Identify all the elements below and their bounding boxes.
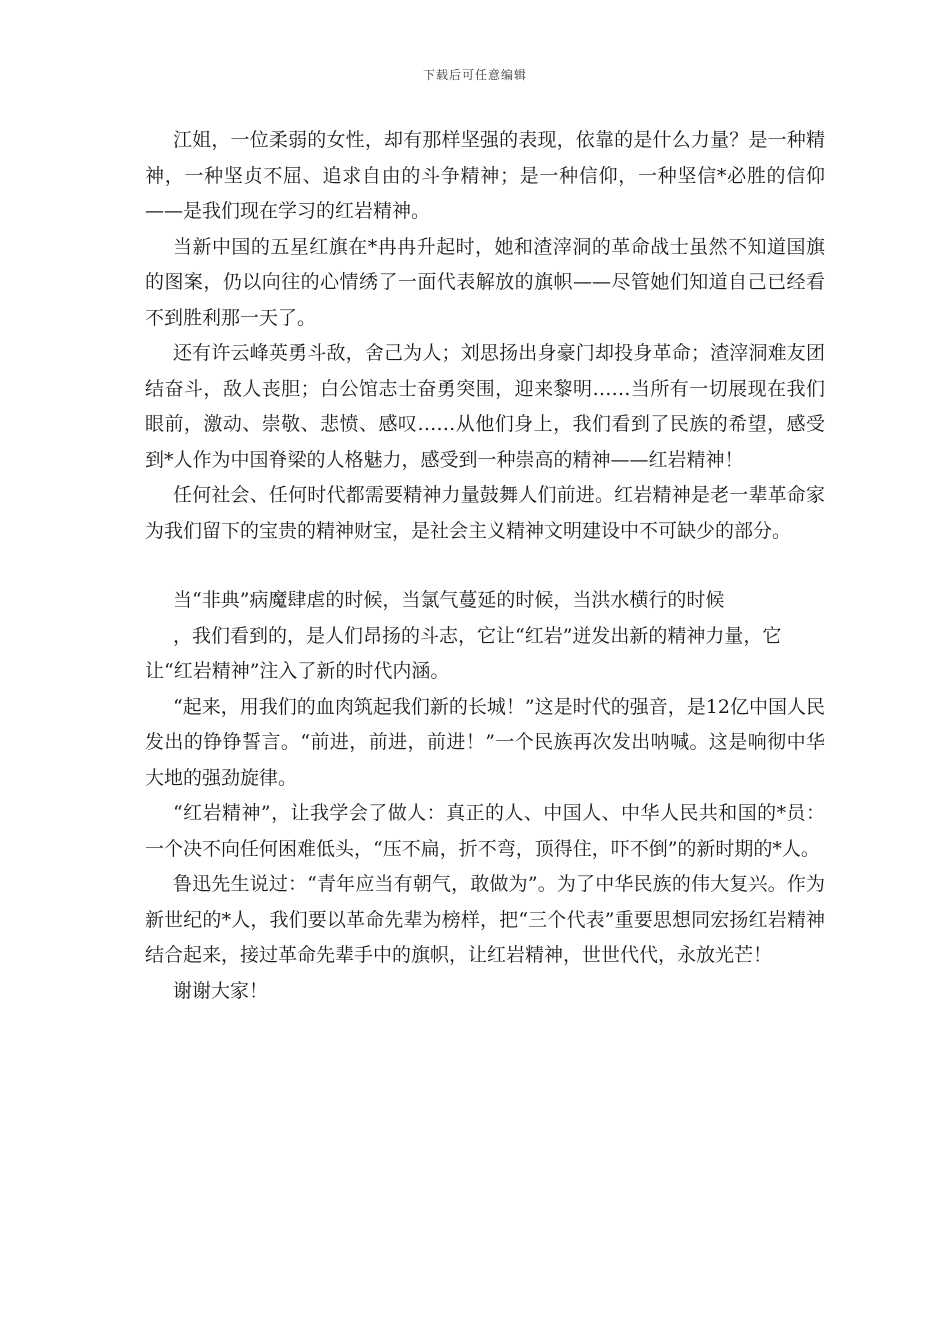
paragraph-jiang-jie: 江姐，一位柔弱的女性，却有那样坚强的表现，依靠的是什么力量？是一种精神，一种坚贞不屈、追求自由的斗争精神；是一种信仰，一种坚信*必胜的信仰——是我们现在学习的红岩精神。 xyxy=(145,129,825,222)
paragraph-spiritual-power: 任何社会、任何时代都需要精神力量鼓舞人们前进。红岩精神是老一辈革命家为我们留下的宝贵的精神财宝，是社会主义精神文明建设中不可缺少的部分。 xyxy=(145,484,825,542)
document-body xyxy=(145,123,825,1009)
paragraph-sars-fragment xyxy=(145,583,825,690)
fragment-line-2: ，我们看到的，是人们昂扬的斗志，它让“红岩”迸发出新的精神力量，它 xyxy=(173,624,782,647)
paragraph-five-star-flag: 当新中国的五星红旗在*冉冉升起时，她和渣滓洞的革命战士虽然不知道国旗的图案，仍以向往的心情绣了一面代表解放的旗帜——尽管她们知道自己已经看不到胜利那一天了。 xyxy=(145,235,825,329)
paragraph-lu-xun: 鲁迅先生说过：“青年应当有朝气，敢做为”。为了中华民族的伟大复兴。作为新世纪的*人，我们要以革命先辈为榜样，把“三个代表”重要思想同宏扬红岩精神结合起来，接过革命先辈手中的旗帜，让红岩精神，世世代代，永放光芒！ xyxy=(145,873,825,966)
paragraph-heroes: 还有许云峰英勇斗敌，舍己为人；刘思扬出身豪门却投身革命；渣滓洞难友团结奋斗，敌人丧胆；白公馆志士奋勇突围，迎来黎明……当所有一切展现在我们眼前，激动、崇敬、悲愤、感叹……从他们身上，我们看到了民族的希望，感受到*人作为中国脊梁的人格魅力，感受到一种崇高的精神——红岩精神！ xyxy=(145,342,825,471)
paragraph-great-wall: “起来，用我们的血肉筑起我们新的长城！”这是时代的强音，是12亿中国人民发出的铮铮誓言。“前进，前进，前进！”一个民族再次发出呐喊。这是响彻中华大地的强劲旋律。 xyxy=(145,695,825,789)
fragment-line-1: 当“非典”病魔肆虐的时候，当氯气蔓延的时候，当洪水横行的时候 xyxy=(173,589,725,611)
fragment-line-3: 让“红岩精神”注入了新的时代内涵。 xyxy=(145,660,450,682)
paragraph-learn-to-be: “红岩精神”，让我学会了做人：真正的人、中国人、中华人民共和国的*员：一个决不向任何困难低头，“压不扁，折不弯，顶得住，吓不倒”的新时期的*人。 xyxy=(145,802,825,860)
page-header-note: 下载后可任意编辑 xyxy=(422,68,527,82)
paragraph-thanks: 谢谢大家！ xyxy=(173,979,269,1002)
